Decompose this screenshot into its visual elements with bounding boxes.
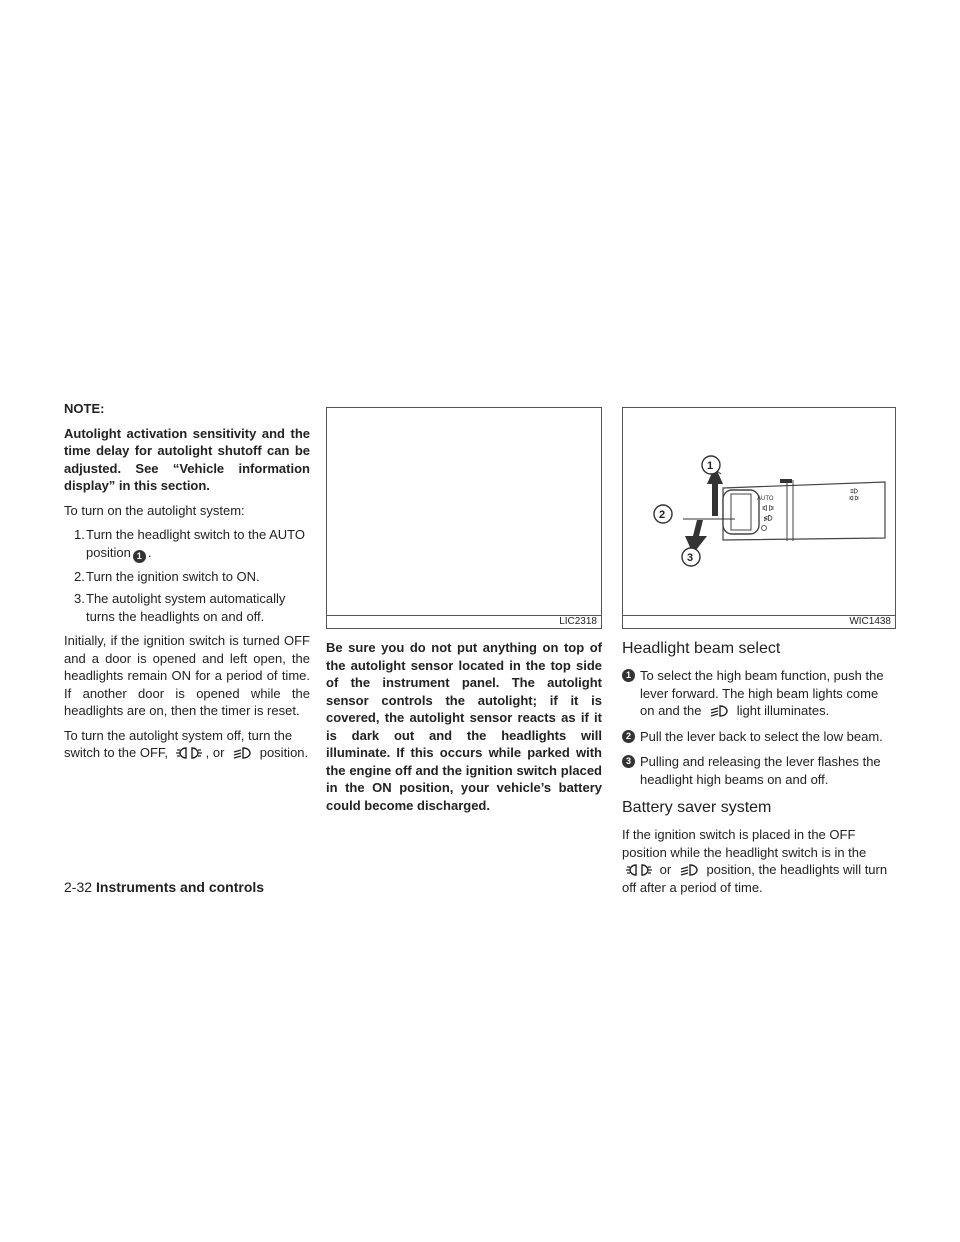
chapter-title: Instruments and controls [96, 879, 265, 895]
list-item [64, 568, 310, 586]
off-text-end: position. [259, 745, 309, 760]
page-number: 2-32 [64, 879, 93, 895]
list-item [64, 590, 310, 625]
battery-text-mid: or [659, 862, 672, 877]
callout-3: 3 [687, 552, 694, 564]
callout-2: 2 [659, 509, 666, 521]
parking-light-icon [176, 746, 202, 760]
note-heading: NOTE: [64, 401, 105, 416]
list-item [64, 526, 310, 563]
timer-paragraph: Initially, if the ignition switch is turned OFF and a door is opened and left open, the headlights remain ON for a period of time. If another door is opened while the headlights are on, then the timer is reset. [64, 633, 310, 718]
step-text-end: . [147, 544, 152, 560]
off-text: To turn the autolight system off, turn the switch to the OFF, [64, 727, 293, 760]
lever-illustration [623, 408, 895, 614]
parking-light-icon [626, 863, 652, 877]
list-item [622, 728, 896, 746]
figure-code: WIC1438 [623, 615, 895, 628]
callout-marker: 3 [622, 755, 635, 768]
section-title-battery-saver: Battery saver system [622, 799, 772, 816]
middle-column [326, 407, 602, 821]
step-number: 1. [74, 527, 85, 542]
list-item [622, 667, 896, 720]
low-beam-icon [679, 863, 699, 877]
warning-text: Be sure you do not put anything on top of the autolight sensor located in the top side of the instrument panel. The autolight sensor controls the autolight; if it is covered, the autolight sensor reacts as if it is dark out and the headlights will illuminate. If this occurs while parked with the engine off and the ignition switch placed in the ON position, your vehicle’s battery could become discharged. [326, 640, 602, 813]
battery-text-end: position, the headlights will turn off after a period of time. [622, 862, 888, 895]
low-beam-icon [232, 746, 252, 760]
intro-text: To turn on the autolight system: [64, 502, 245, 518]
step-number: 2. [74, 568, 85, 584]
left-column [64, 400, 310, 769]
item-text-end: light illuminates. [736, 703, 830, 718]
item-text: Pull the lever back to select the low beam. [640, 728, 883, 744]
off-paragraph [64, 727, 310, 762]
page-footer [64, 879, 264, 895]
callout-marker: 2 [622, 730, 635, 743]
list-item [622, 753, 896, 788]
figure-code: LIC2318 [327, 615, 601, 628]
callout-1: 1 [707, 460, 714, 472]
high-beam-icon [709, 704, 729, 718]
step-number: 3. [74, 591, 85, 606]
right-column [622, 407, 896, 903]
battery-paragraph [622, 826, 896, 896]
step-text: Turn the headlight switch to the AUTO position [86, 527, 305, 560]
item-text: Pulling and releasing the lever flashes the headlight high beams on and off. [640, 754, 881, 787]
steps-list [64, 526, 310, 625]
figure-autolight-sensor [326, 407, 602, 629]
callout-marker: 1 [133, 550, 146, 563]
step-text: The autolight system automatically turns the headlights on and off. [86, 591, 286, 624]
off-text-mid: , or [205, 745, 225, 760]
section-title-beam-select: Headlight beam select [622, 640, 781, 657]
note-text: Autolight activation sensitivity and the time delay for autolight shutoff can be adjusted. See “Vehicle information display” in this section. [64, 425, 310, 493]
callout-marker: 1 [622, 669, 635, 682]
figure-headlight-lever [622, 407, 896, 629]
item-text: To select the high beam function, push the lever forward. The high beam lights come on and the [640, 668, 884, 718]
step-text: Turn the ignition switch to ON. [86, 568, 260, 584]
auto-label: AUTO [757, 496, 774, 502]
battery-text: If the ignition switch is placed in the OFF position while the headlight switch is in the [622, 827, 867, 860]
